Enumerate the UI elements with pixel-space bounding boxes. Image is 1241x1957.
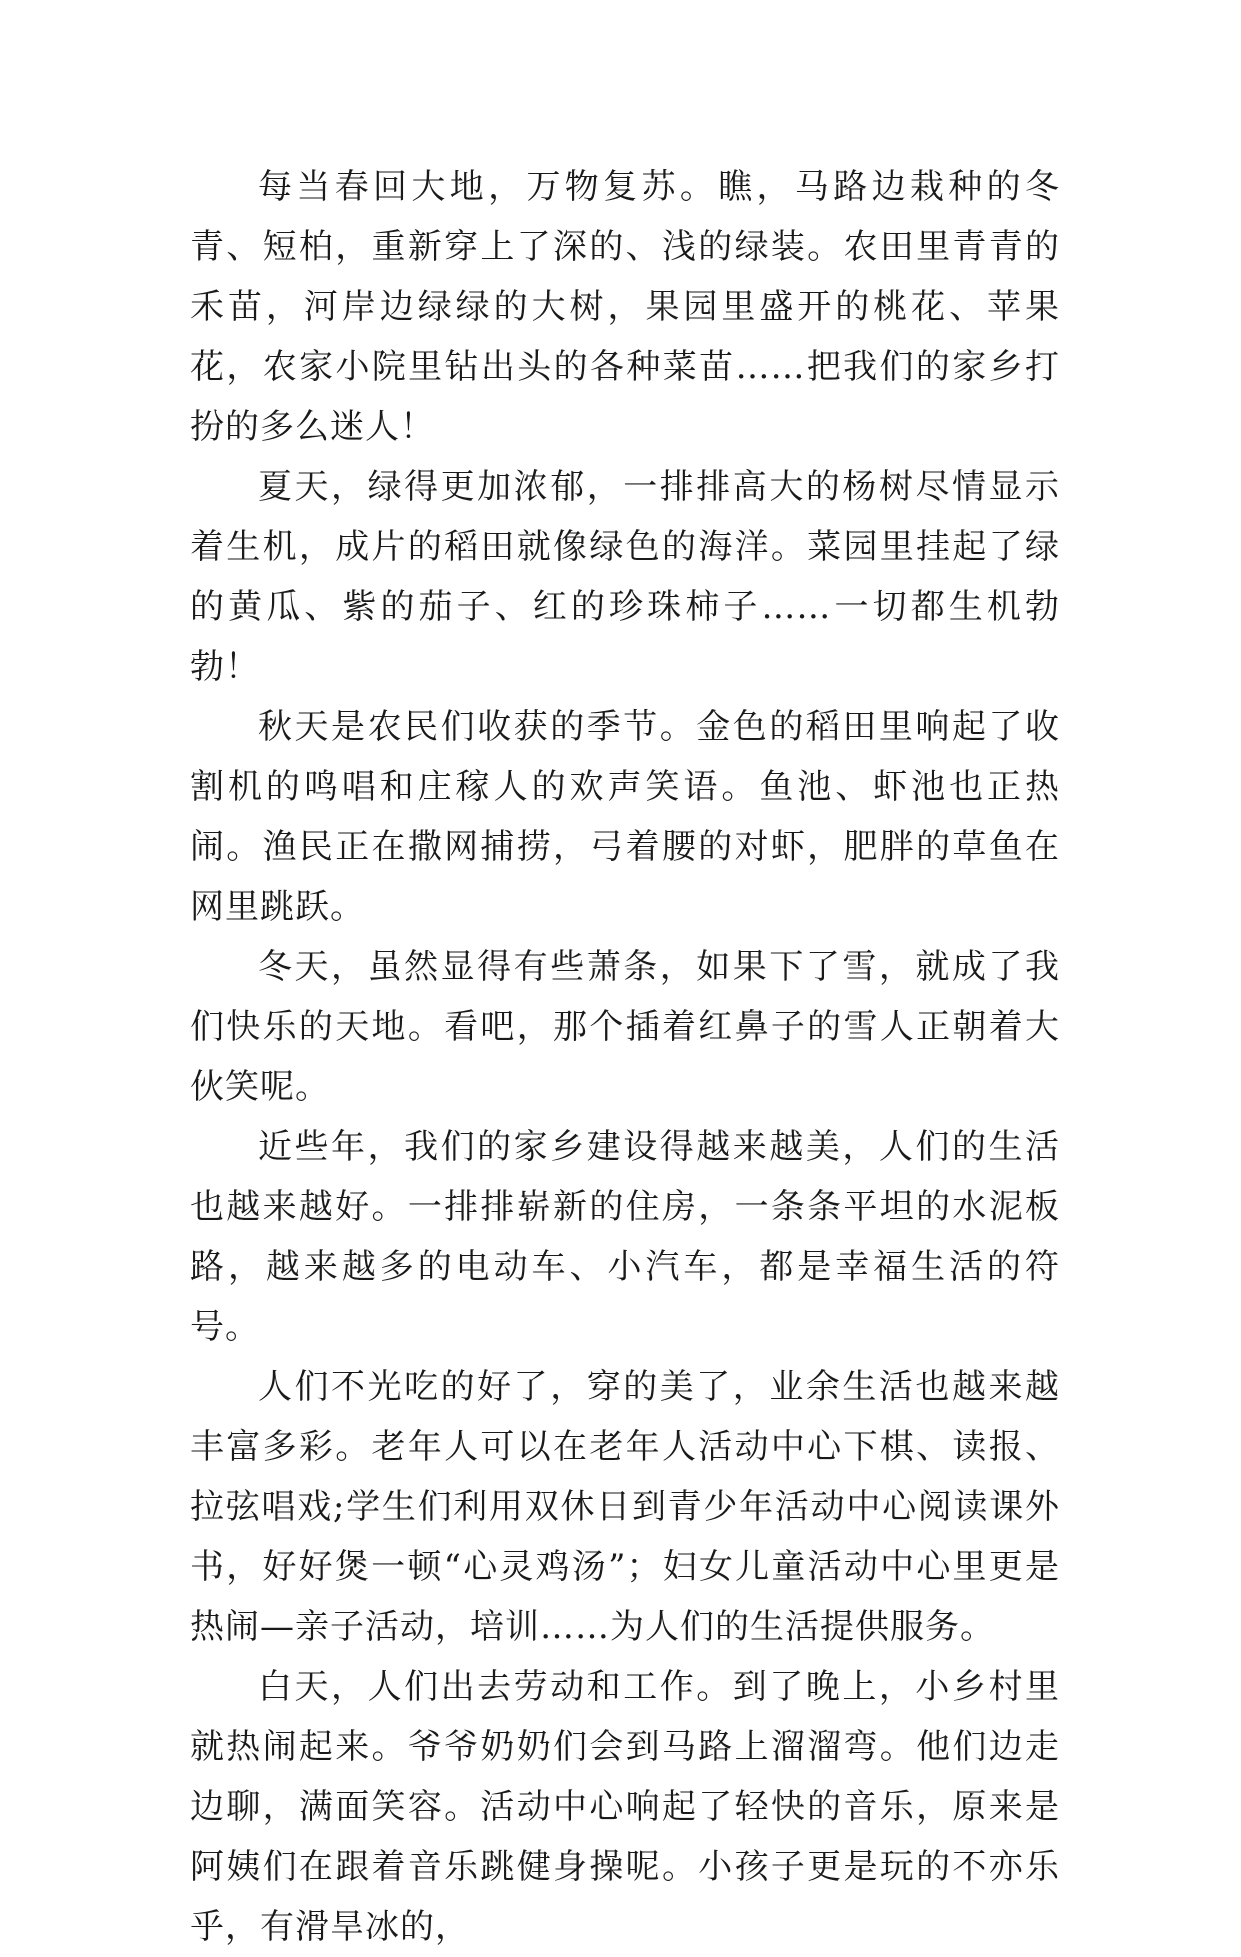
- document-body: [190, 157, 1060, 1957]
- paragraph-summer: 夏天，绿得更加浓郁，一排排高大的杨树尽情显示着生机，成片的稻田就像绿色的海洋。菜园里挂起了绿的黄瓜、紫的茄子、红的珍珠柿子……一切都生机勃勃！: [190, 467, 1060, 687]
- paragraph-autumn: 秋天是农民们收获的季节。金色的稻田里响起了收割机的鸣唱和庄稼人的欢声笑语。鱼池、虾池也正热闹。渔民正在撒网捕捞，弓着腰的对虾，肥胖的草鱼在网里跳跃。: [190, 707, 1060, 927]
- paragraph-spring: 每当春回大地，万物复苏。瞧，马路边栽种的冬青、短柏，重新穿上了深的、浅的绿装。农田里青青的禾苗，河岸边绿绿的大树，果园里盛开的桃花、苹果花，农家小院里钻出头的各种菜苗……把我们的家乡打扮的多么迷人！: [190, 167, 1060, 447]
- paragraph-day-and-night: 白天，人们出去劳动和工作。到了晚上，小乡村里就热闹起来。爷爷奶奶们会到马路上溜溜弯。他们边走边聊，满面笑容。活动中心响起了轻快的音乐，原来是阿姨们在跟着音乐跳健身操呢。小孩子更是玩的不亦乐乎，有滑旱冰的，: [190, 1667, 1060, 1947]
- paragraph-recent-years: 近些年，我们的家乡建设得越来越美，人们的生活也越来越好。一排排崭新的住房，一条条平坦的水泥板路，越来越多的电动车、小汽车，都是幸福生活的符号。: [190, 1127, 1060, 1347]
- paragraph-leisure-life: 人们不光吃的好了，穿的美了，业余生活也越来越丰富多彩。老年人可以在老年人活动中心下棋、读报、拉弦唱戏;学生们利用双休日到青少年活动中心阅读课外书，好好煲一顿“心灵鸡汤”；妇女儿童活动中心里更是热闹—亲子活动，培训……为人们的生活提供服务。: [190, 1367, 1060, 1647]
- paragraph-winter: 冬天，虽然显得有些萧条，如果下了雪，就成了我们快乐的天地。看吧，那个插着红鼻子的雪人正朝着大伙笑呢。: [190, 947, 1060, 1107]
